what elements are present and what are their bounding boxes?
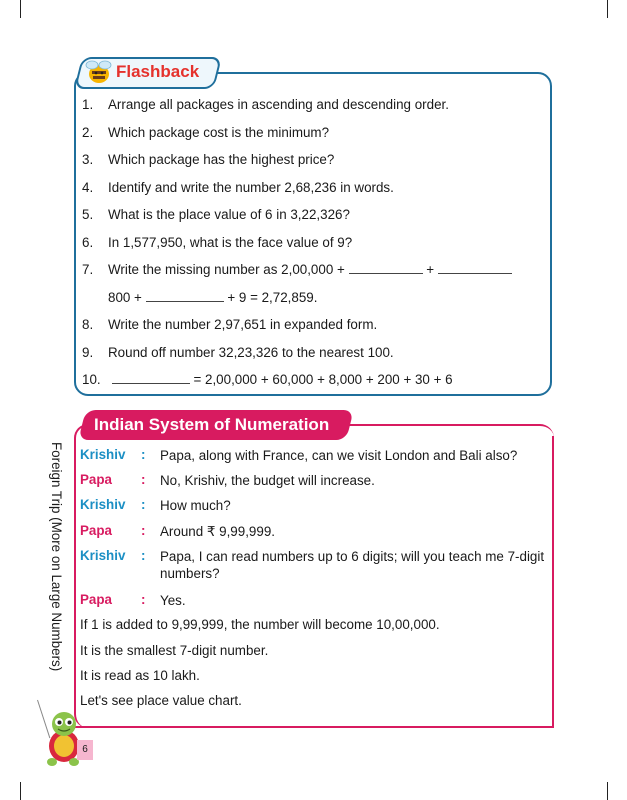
crop-mark bbox=[607, 0, 608, 18]
colon: : bbox=[141, 447, 146, 462]
paragraph: Let's see place value chart. bbox=[80, 693, 242, 708]
dialogue-line: Around ₹ 9,99,999. bbox=[160, 524, 275, 539]
speaker-name: Krishiv bbox=[80, 497, 126, 512]
question-7-continued: 800 + + 9 = 2,72,859. bbox=[108, 290, 318, 305]
speaker-name: Krishiv bbox=[80, 548, 126, 563]
answer-blank[interactable] bbox=[112, 373, 190, 384]
dialogue-line: Papa, I can read numbers up to 6 digits; will you teach me 7-digit numbers? bbox=[160, 549, 545, 581]
crop-mark bbox=[20, 0, 21, 18]
dialogue-line: No, Krishiv, the budget will increase. bbox=[160, 473, 375, 488]
speaker-name: Papa bbox=[80, 523, 113, 538]
paragraph: It is the smallest 7-digit number. bbox=[80, 643, 269, 658]
colon: : bbox=[141, 548, 146, 563]
chapter-side-label: Foreign Trip (More on Large Numbers) bbox=[49, 442, 64, 672]
paragraph: If 1 is added to 9,99,999, the number will become 10,00,000. bbox=[80, 617, 440, 632]
question-6: 6. In 1,577,950, what is the face value of 9? bbox=[82, 235, 353, 250]
colon: : bbox=[141, 472, 146, 487]
paragraph: It is read as 10 lakh. bbox=[80, 668, 200, 683]
question-8: 8. Write the number 2,97,651 in expanded form. bbox=[82, 317, 378, 332]
speaker-name: Papa bbox=[80, 472, 113, 487]
section-box-bottom bbox=[74, 726, 554, 728]
question-7: 7. Write the missing number as 2,00,000 + + bbox=[82, 262, 512, 278]
question-10: 10. = 2,00,000 + 60,000 + 8,000 + 200 + 30 + 6 bbox=[82, 372, 453, 387]
page-number: 6 bbox=[77, 740, 93, 760]
question-9: 9. Round off number 32,23,326 to the nearest 100. bbox=[82, 345, 394, 360]
section-title: Indian System of Numeration bbox=[94, 415, 330, 434]
flashback-title: Flashback bbox=[116, 62, 200, 81]
bee-icon bbox=[82, 54, 116, 88]
question-5: 5. What is the place value of 6 in 3,22,326? bbox=[82, 207, 350, 222]
dialogue-line: How much? bbox=[160, 498, 231, 513]
crop-mark bbox=[607, 782, 608, 800]
colon: : bbox=[141, 523, 146, 538]
question-3: 3. Which package has the highest price? bbox=[82, 152, 335, 167]
question-1: 1. Arrange all packages in ascending and descending order. bbox=[82, 97, 449, 112]
speaker-name: Papa bbox=[80, 592, 113, 607]
speaker-name: Krishiv bbox=[80, 447, 126, 462]
crop-mark bbox=[20, 782, 21, 800]
dialogue-line: Yes. bbox=[160, 593, 186, 608]
question-4: 4. Identify and write the number 2,68,236 in words. bbox=[82, 180, 394, 195]
colon: : bbox=[141, 497, 146, 512]
answer-blank[interactable] bbox=[146, 291, 224, 302]
answer-blank[interactable] bbox=[438, 263, 512, 274]
colon: : bbox=[141, 592, 146, 607]
question-2: 2. Which package cost is the minimum? bbox=[82, 125, 330, 140]
dialogue-line: Papa, along with France, can we visit London and Bali also? bbox=[160, 448, 518, 463]
answer-blank[interactable] bbox=[349, 263, 423, 274]
